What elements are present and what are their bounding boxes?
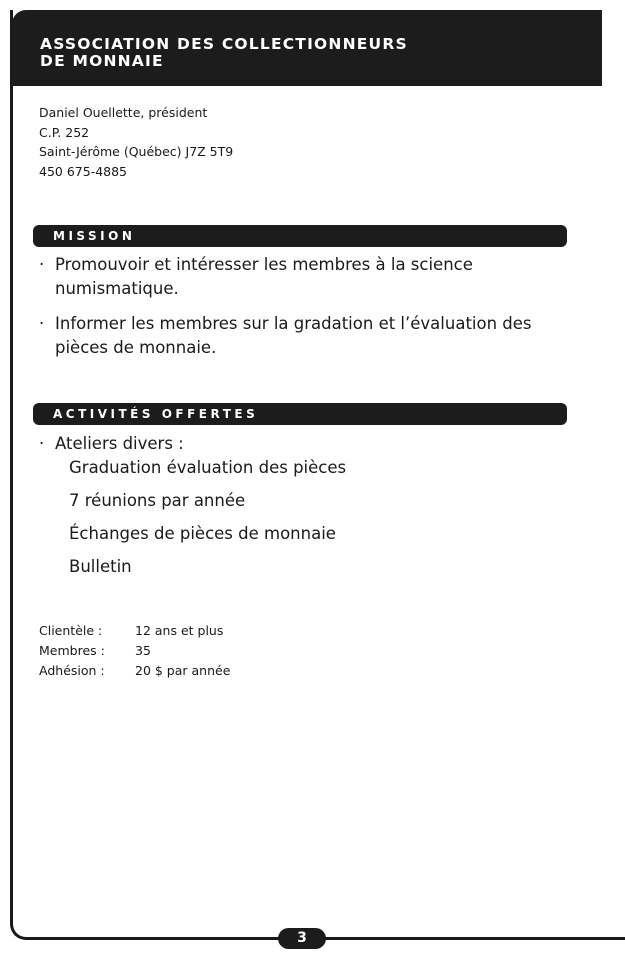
mission-item-text: Informer les membres sur la gradation et l’évaluation des pièces de monnaie. <box>55 314 532 357</box>
fact-row <box>39 621 230 641</box>
activities-list <box>39 432 565 456</box>
fact-label: Adhésion : <box>39 663 105 678</box>
list-item <box>39 253 565 301</box>
bullet-mark: · <box>39 314 45 333</box>
fact-row <box>39 641 230 661</box>
fact-label: Clientèle : <box>39 623 103 638</box>
activities-intro: Ateliers divers : <box>55 434 184 453</box>
activities-heading: ACTIVITÉS OFFERTES <box>53 407 259 421</box>
mission-heading-bar <box>33 225 567 247</box>
mission-list <box>39 253 565 360</box>
list-item: Graduation évaluation des pièces <box>69 458 347 477</box>
list-item: 7 réunions par année <box>69 491 246 510</box>
activities-sub-list <box>69 456 346 588</box>
contact-phone: 450 675-4885 <box>39 163 128 179</box>
fact-value: 12 ans et plus <box>135 623 224 638</box>
title-line-1: ASSOCIATION DES COLLECTIONNEURS <box>40 35 408 53</box>
fact-value: 20 $ par année <box>135 663 231 678</box>
activities-heading-bar <box>33 403 567 425</box>
contact-name: Daniel Ouellette, président <box>39 105 208 120</box>
page-title <box>40 36 408 70</box>
fact-row <box>39 661 230 681</box>
fact-value: 35 <box>135 643 151 658</box>
contact-po-box: C.P. 252 <box>39 124 90 140</box>
list-item <box>39 432 565 456</box>
facts-block <box>39 621 230 681</box>
header-banner <box>12 10 602 86</box>
list-item: Échanges de pièces de monnaie <box>69 524 336 543</box>
mission-item-text: Promouvoir et intéresser les membres à la science numismatique. <box>55 255 473 298</box>
list-item <box>39 312 565 360</box>
list-item: Bulletin <box>69 557 132 576</box>
bullet-mark: · <box>39 255 45 274</box>
mission-heading: MISSION <box>53 229 136 243</box>
bullet-mark: · <box>39 434 45 453</box>
contact-block <box>39 103 233 181</box>
title-line-2: DE MONNAIE <box>40 52 164 70</box>
fact-label: Membres : <box>39 643 105 658</box>
contact-city: Saint-Jérôme (Québec) J7Z 5T9 <box>39 144 234 159</box>
page-number-badge: 3 <box>278 928 326 949</box>
